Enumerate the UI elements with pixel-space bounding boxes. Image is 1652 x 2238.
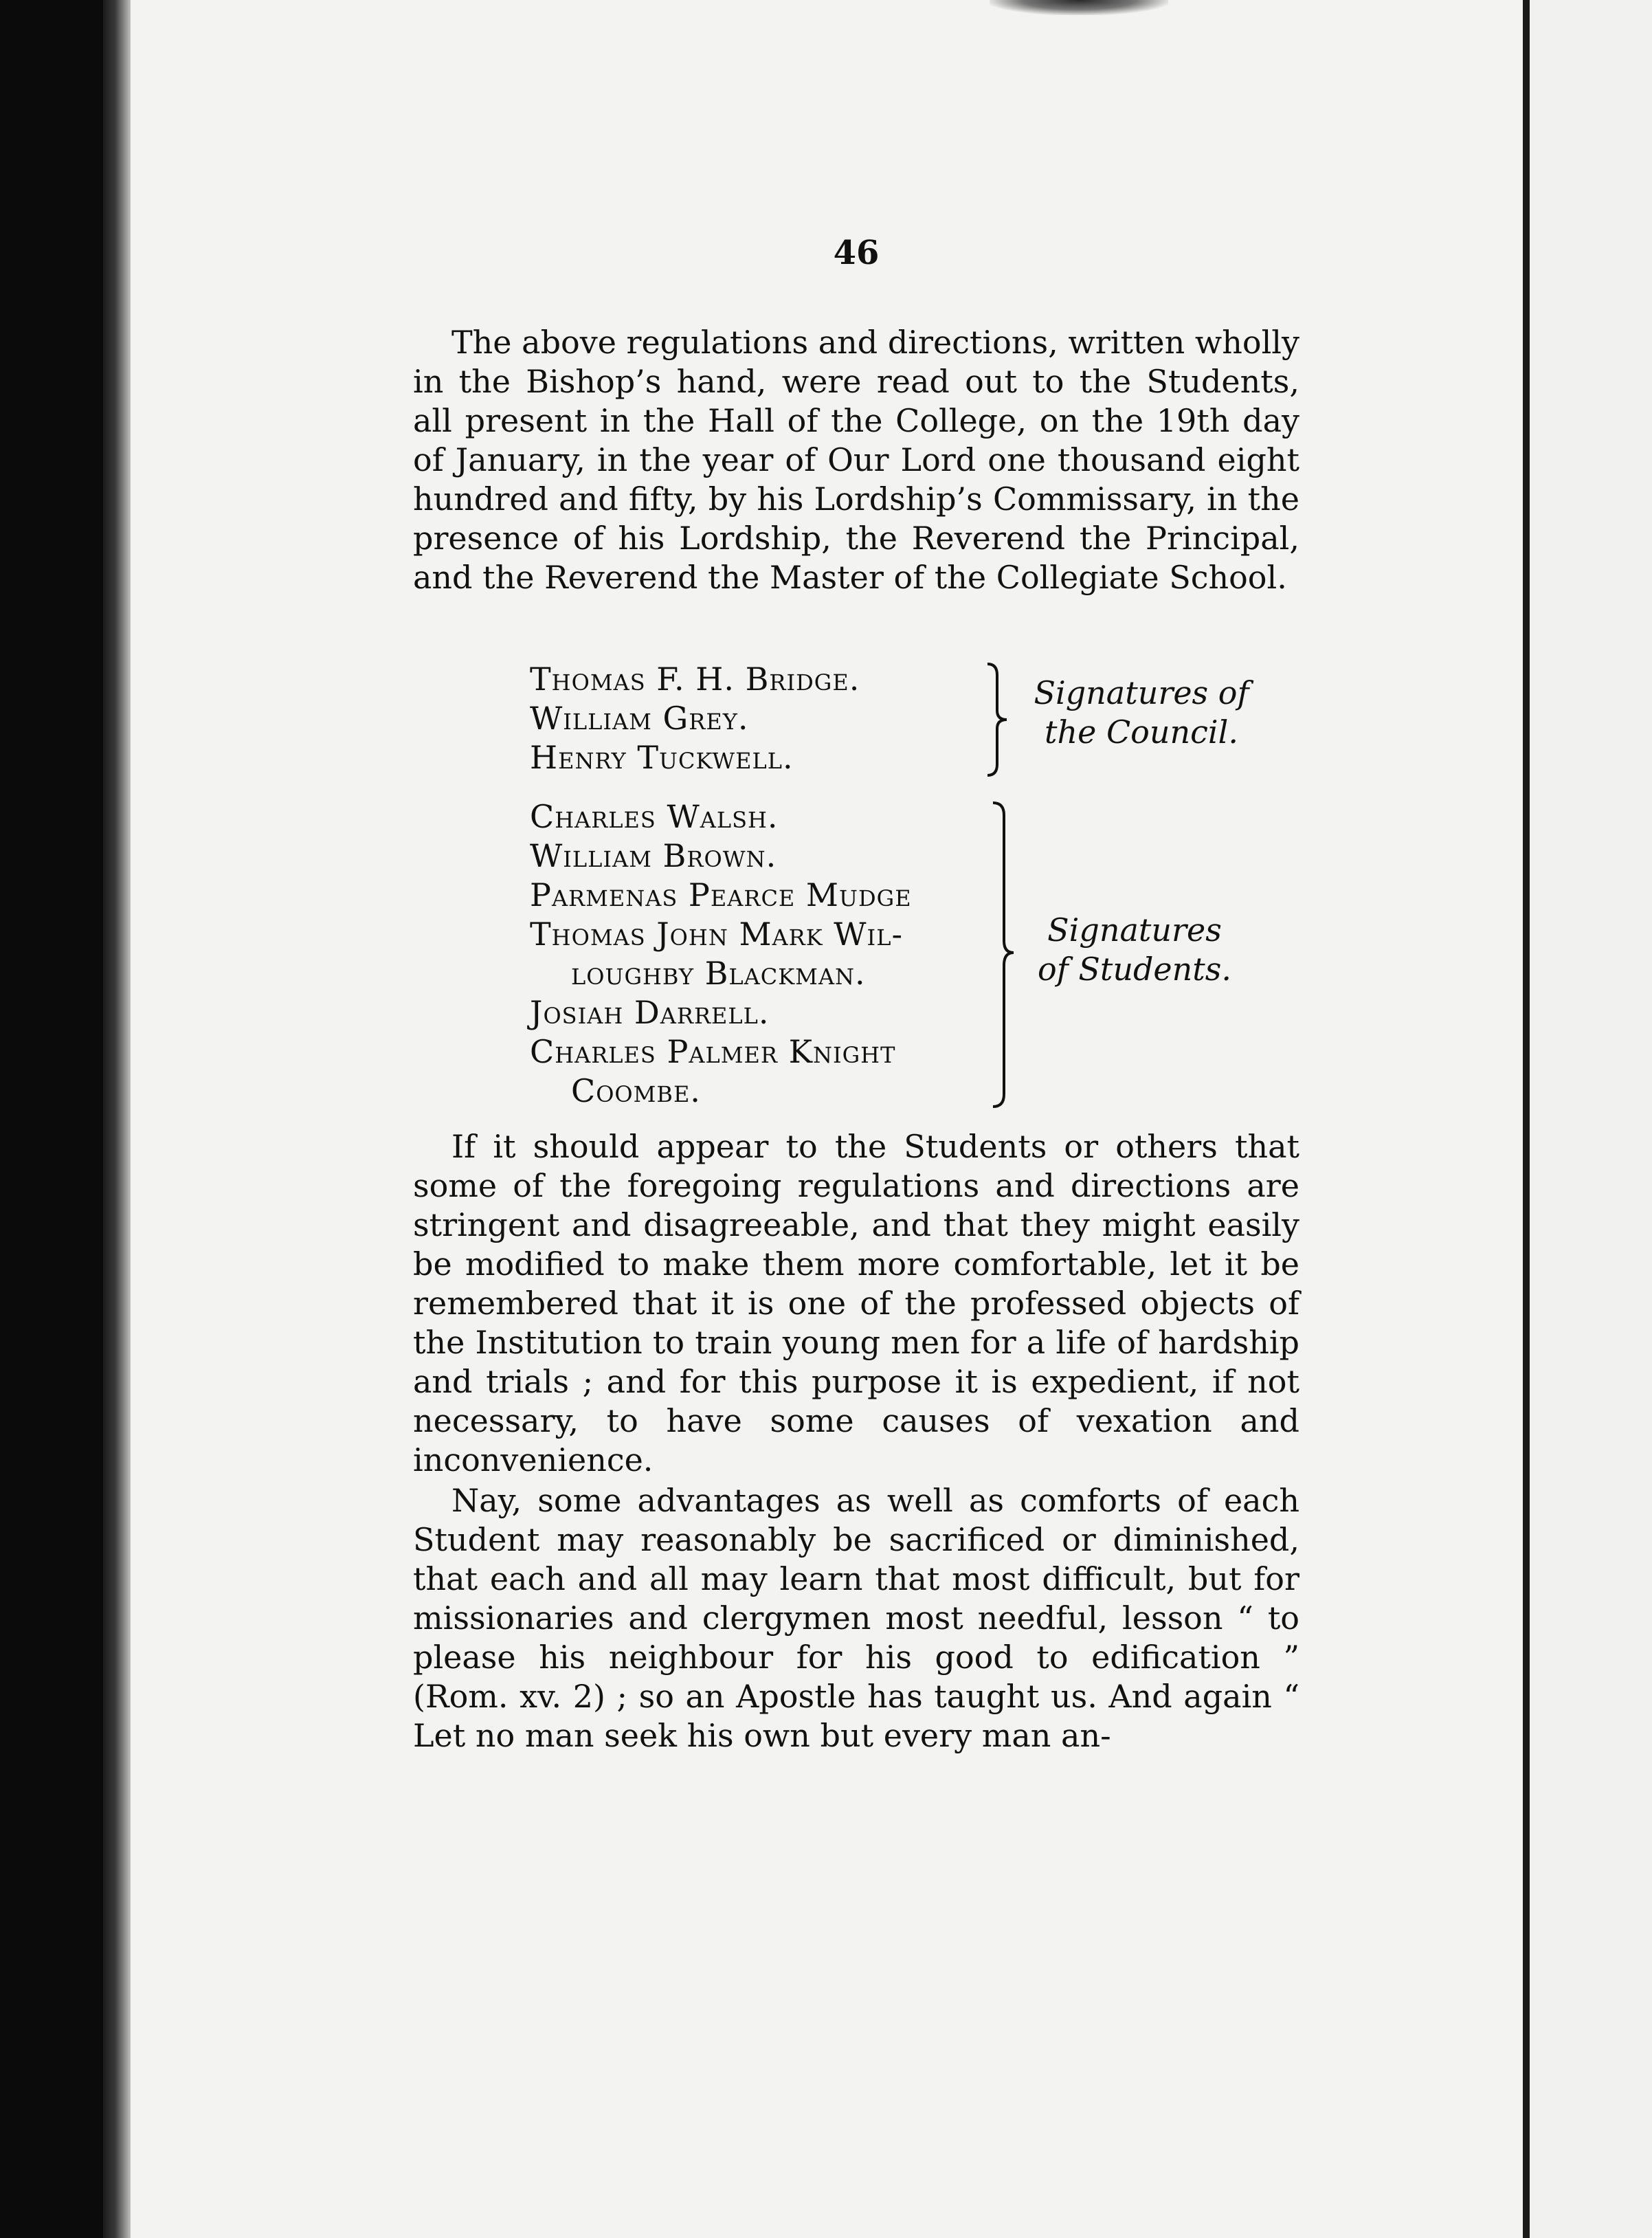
student-signature: William Brown.	[530, 837, 777, 874]
student-signatures	[413, 797, 1299, 1114]
council-brace	[983, 661, 1011, 778]
scan-left-edge	[103, 0, 133, 2238]
paragraph-advantages: Nay, some advantages as well as comforts of each Student may reasonably be sacrificed or diminished, that each and all may learn that most difficult, but for missionaries and clergymen most needful, lesson “ to please his neighbour for his good to edification ” (Rom. xv. 2) ; so an Apostle has taught us. And again “ Let no man seek his own but every man an-	[413, 1482, 1299, 1754]
council-signatures	[413, 660, 1299, 780]
student-signature: Josiah Darrell.	[530, 994, 770, 1031]
scan-smudge	[990, 0, 1168, 15]
student-signature: Charles Walsh.	[530, 798, 779, 835]
council-signature: William Grey.	[530, 700, 749, 737]
council-caption	[1011, 674, 1272, 752]
students-caption-line: of Students.	[1038, 951, 1231, 988]
students-brace	[990, 800, 1018, 1109]
student-signature: loughby Blackman.	[571, 955, 866, 992]
page-number: 46	[833, 234, 880, 272]
council-name-list	[530, 660, 970, 777]
council-signature: Thomas F. H. Bridge.	[530, 661, 860, 698]
paragraph-regulations-read: The above regulations and directions, written wholly in the Bishop’s hand, were read out to the Students, all present in the Hall of the College, on the 19th day of January, in the year of Our Lord one thousand eight hundred and fifty, by his Lordship’s Commissary, in the presence of his Lordship, the Reverend the Principal, and the Reverend the Master of the Collegiate School.	[413, 324, 1299, 596]
scan-right-edge	[1523, 0, 1530, 2238]
student-signature: Parmenas Pearce Mudge	[530, 876, 912, 913]
council-caption-line: the Council.	[1045, 713, 1238, 751]
students-caption	[1018, 911, 1251, 989]
council-caption-line: Signatures of	[1034, 674, 1249, 711]
student-signature: Coombe.	[571, 1072, 701, 1109]
students-caption-line: Signatures	[1047, 911, 1222, 949]
adjacent-page-strip	[1530, 0, 1652, 2238]
student-signature: Thomas John Mark Wil-	[530, 916, 903, 953]
student-signature: Charles Palmer Knight	[530, 1033, 896, 1070]
student-name-list	[530, 797, 983, 1111]
council-signature: Henry Tuckwell.	[530, 739, 794, 776]
paragraph-hardship: If it should appear to the Students or others that some of the foregoing regulations and directions are stringent and disagreeable, and that they might easily be modified to make them more comfortable, let it be remembered that it is one of the professed objects of the Institution to train young men for a life of hardship and trials ; and for this purpose it is expedient, if not necessary, to have some causes of vexation and inconvenience.	[413, 1128, 1299, 1478]
